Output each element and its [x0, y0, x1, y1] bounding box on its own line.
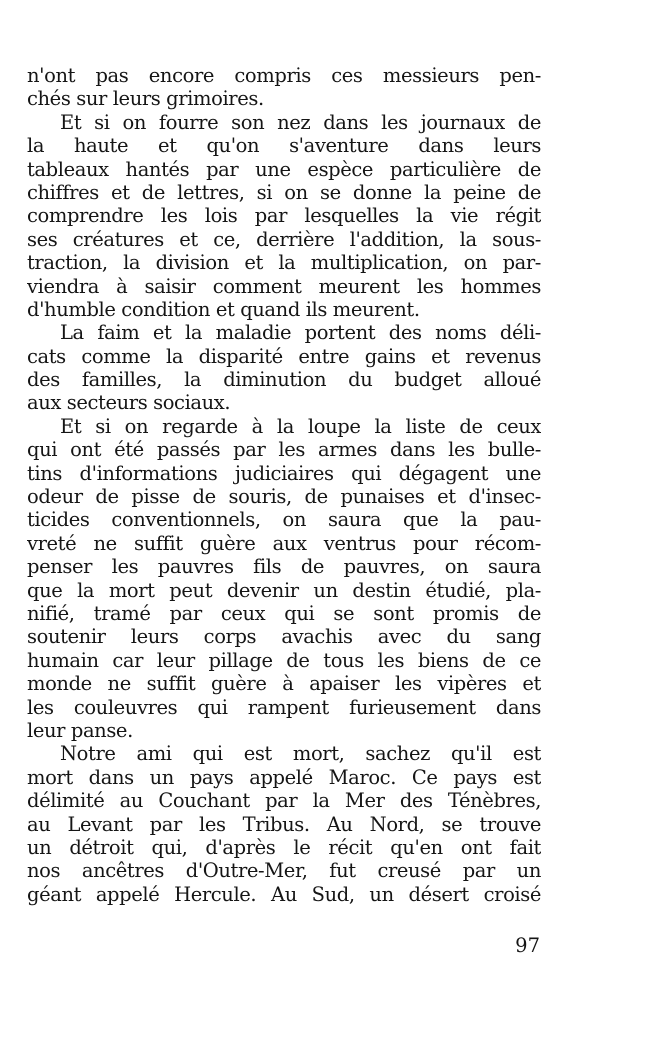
- text-line: tins d'informations judiciaires qui dégagent une: [27, 461, 541, 485]
- text-line: n'ont pas encore compris ces messieurs pen-: [27, 64, 541, 87]
- text-line: soutenir leurs corps avachis avec du sang: [27, 625, 541, 649]
- text-line: au Levant par les Tribus. Au Nord, se trouve: [27, 812, 541, 836]
- text-line: des familles, la diminution du budget alloué: [27, 368, 541, 392]
- text-line: traction, la division et la multiplication, on par-: [27, 251, 541, 275]
- text-line: chiffres et de lettres, si on se donne la peine de: [27, 180, 541, 204]
- text-line: chés sur leurs grimoires.: [27, 87, 264, 111]
- text-line: mort dans un pays appelé Maroc. Ce pays est: [27, 765, 541, 789]
- paragraph: [27, 321, 541, 415]
- text-line: nifié, tramé par ceux qui se sont promis de: [27, 601, 541, 625]
- text-line: ses créatures et ce, derrière l'addition, la sous-: [27, 227, 541, 251]
- text-line: penser les pauvres fils de pauvres, on saura: [27, 555, 541, 579]
- paragraph: [27, 111, 541, 322]
- paragraph: [27, 742, 541, 906]
- text-line: aux secteurs sociaux.: [27, 391, 231, 415]
- text-line: cats comme la disparité entre gains et revenus: [27, 344, 541, 368]
- text-line: nos ancêtres d'Outre-Mer, fut creusé par un: [27, 859, 541, 883]
- text-line: La faim et la maladie portent des noms déli-: [60, 321, 541, 345]
- text-line: viendra à saisir comment meurent les hommes: [27, 274, 541, 298]
- text-line: que la mort peut devenir un destin étudié, pla-: [27, 578, 541, 602]
- text-line: d'humble condition et quand ils meurent.: [27, 297, 420, 321]
- text-line: ticides conventionnels, on saura que la pau-: [27, 508, 541, 532]
- text-line: Et si on regarde à la loupe la liste de ceux: [60, 414, 541, 438]
- text-line: humain car leur pillage de tous les biens de ce: [27, 648, 541, 672]
- text-line: comprendre les lois par lesquelles la vie régit: [27, 204, 541, 228]
- text-line: la haute et qu'on s'aventure dans leurs: [27, 134, 541, 158]
- text-line: leur panse.: [27, 718, 133, 742]
- text-line: vreté ne suffit guère aux ventrus pour récom-: [27, 531, 541, 555]
- text-line: monde ne suffit guère à apaiser les vipères et: [27, 672, 541, 696]
- paragraph: [27, 64, 541, 111]
- page-body-text: [27, 64, 541, 906]
- page-number: 97: [515, 934, 540, 957]
- text-line: un détroit qui, d'après le récit qu'en ont fait: [27, 835, 541, 859]
- paragraph: [27, 415, 541, 742]
- text-line: Notre ami qui est mort, sachez qu'il est: [60, 742, 541, 766]
- text-line: géant appelé Hercule. Au Sud, un désert croisé: [27, 882, 541, 906]
- text-line: odeur de pisse de souris, de punaises et d'insec-: [27, 485, 541, 509]
- text-line: les couleuvres qui rampent furieusement dans: [27, 695, 541, 719]
- text-line: tableaux hantés par une espèce particulière de: [27, 157, 541, 181]
- text-line: qui ont été passés par les armes dans les bulle-: [27, 438, 541, 462]
- text-line: Et si on fourre son nez dans les journaux de: [60, 110, 541, 134]
- text-line: délimité au Couchant par la Mer des Ténèbres,: [27, 789, 541, 813]
